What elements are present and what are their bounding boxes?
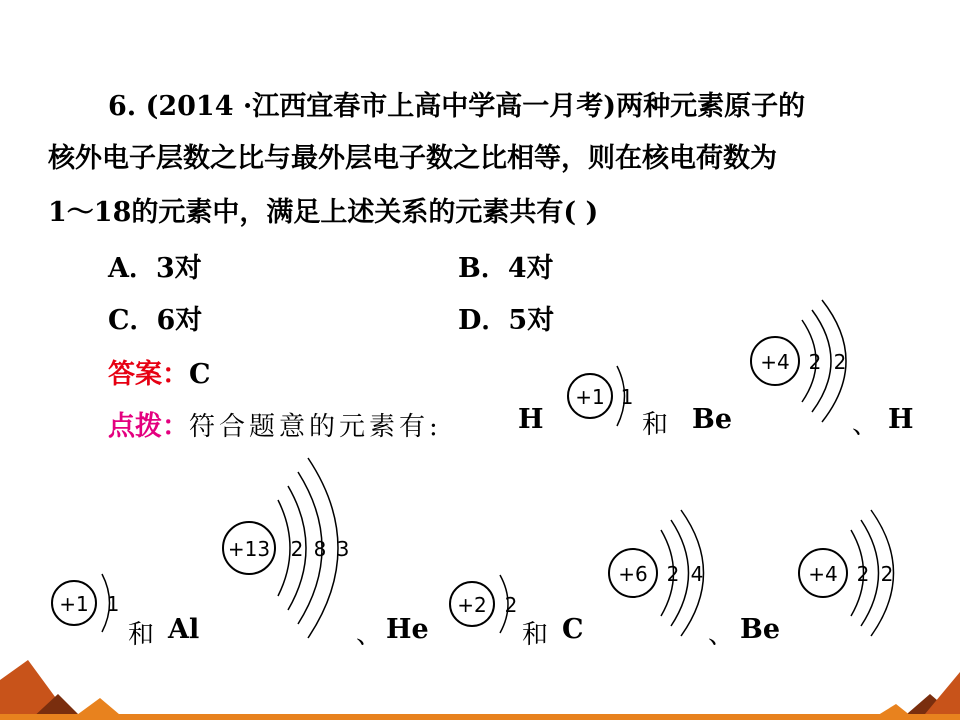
atom-be-1-shell-2: 2	[833, 350, 847, 374]
atom-be-1-shell-1: 2	[808, 350, 822, 374]
question-line-3: 1～18的元素中，满足上述关系的元素共有( )	[48, 197, 599, 228]
option-a: A．3对	[108, 253, 202, 284]
atom-be-1-nucleus: +4	[760, 350, 790, 374]
element-h-2: H	[888, 404, 914, 435]
hint-label: 点拨：	[108, 411, 189, 442]
atom-h-2-nucleus: +1	[59, 592, 89, 616]
element-he: He	[386, 614, 429, 645]
atom-he-shell-1: 2	[504, 593, 518, 617]
question-line-2: 核外电子层数之比与最外层电子数之比相等，则在核电荷数为	[48, 143, 777, 174]
atom-be-2	[799, 510, 894, 636]
atom-h-2-shell-1: 1	[106, 592, 120, 616]
atom-c-shell-1: 2	[666, 562, 680, 586]
option-d: D．5对	[458, 305, 555, 336]
atom-h-2	[52, 574, 119, 632]
atom-be-2-nucleus: +4	[808, 562, 838, 586]
atom-al	[223, 458, 349, 638]
separator-3: 、	[708, 620, 735, 650]
option-c: C．6对	[108, 305, 203, 336]
atom-be-2-shell-2: 2	[880, 562, 894, 586]
separator-1: 、	[852, 410, 879, 440]
hint-text: 符合题意的元素有:	[189, 412, 442, 442]
separator-2: 、	[356, 620, 383, 650]
element-h-1: H	[518, 404, 544, 435]
atom-be-1	[751, 300, 846, 422]
atom-al-nucleus: +13	[227, 537, 271, 561]
element-be-1: Be	[692, 404, 732, 435]
connector-he-2: 和	[128, 620, 155, 650]
element-be-2: Be	[740, 614, 780, 645]
atom-c	[609, 510, 704, 636]
atom-h-1-shell-1: 1	[620, 385, 634, 409]
footer-decoration	[0, 660, 960, 720]
connector-he-3: 和	[522, 620, 549, 650]
element-al: Al	[168, 614, 200, 645]
option-b: B．4对	[458, 253, 554, 284]
atom-h-1-nucleus: +1	[575, 385, 605, 409]
answer-label: 答案：	[108, 359, 189, 390]
connector-he-1: 和	[642, 410, 669, 440]
answer-value: C	[189, 359, 211, 390]
atom-he	[450, 575, 517, 633]
atom-he-nucleus: +2	[457, 593, 487, 617]
question-line-1: 6. (2014 ·江西宜春市上高中学高一月考)两种元素原子的	[108, 91, 806, 122]
atom-al-shell-2: 8	[313, 537, 327, 561]
element-c: C	[562, 614, 584, 645]
atom-be-2-shell-1: 2	[856, 562, 870, 586]
atom-h-1	[568, 366, 633, 426]
atom-c-nucleus: +6	[618, 562, 648, 586]
atom-al-shell-3: 3	[336, 537, 350, 561]
atom-c-shell-2: 4	[690, 562, 704, 586]
atom-al-shell-1: 2	[290, 537, 304, 561]
